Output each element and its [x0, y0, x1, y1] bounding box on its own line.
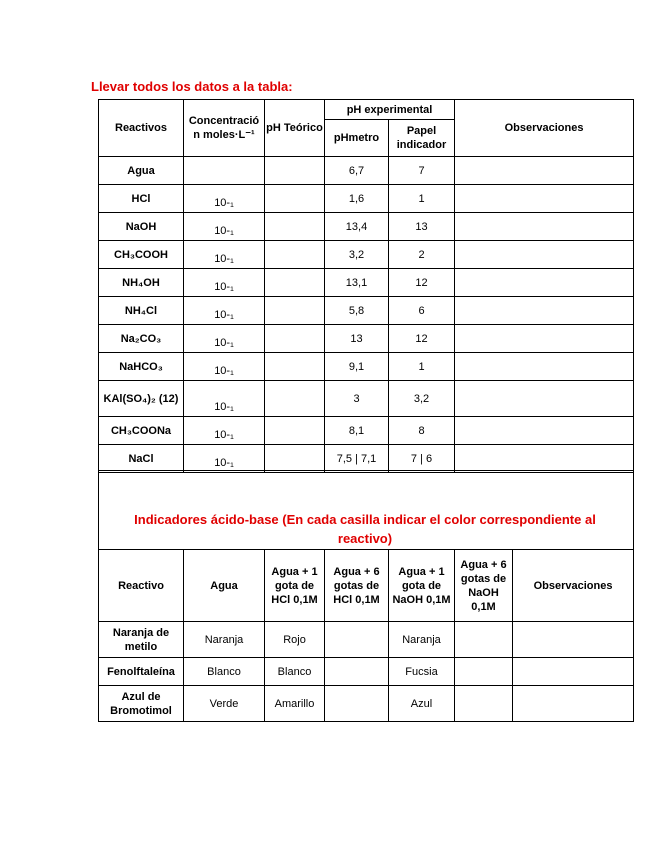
cell-observaciones: [455, 157, 634, 185]
cell-naoh-6: [455, 622, 513, 658]
indicators-title: Indicadores ácido-base (En cada casilla indicar el color correspondiente al reactivo): [134, 512, 596, 546]
cell-papel: 12: [389, 269, 455, 297]
header-agua: Agua: [184, 550, 265, 622]
header-observaciones-2: Observaciones: [513, 550, 634, 622]
cell-papel: 1: [389, 185, 455, 213]
cell-reactivo: NaHCO₃: [99, 353, 184, 381]
cell-phmetro: 5,8: [325, 297, 389, 325]
header-papel-indicador: Papel indicador: [389, 120, 455, 157]
cell-papel: 7 | 6: [389, 445, 455, 473]
cell-reactivo: Fenolftaleína: [99, 658, 184, 686]
header-ph-experimental: pH experimental: [325, 100, 455, 120]
cell-agua: Verde: [184, 686, 265, 722]
header-naoh-1: Agua + 1 gota de NaOH 0,1M: [389, 550, 455, 622]
header-concentracion: Concentració n moles·L⁻¹: [184, 100, 265, 157]
cell-agua: Blanco: [184, 658, 265, 686]
cell-observaciones: [455, 381, 634, 417]
cell-papel: 12: [389, 325, 455, 353]
table-row: [99, 417, 634, 445]
cell-observaciones: [455, 213, 634, 241]
cell-concentracion: [184, 157, 265, 185]
cell-hcl-6: [325, 686, 389, 722]
cell-naoh-6: [455, 658, 513, 686]
header-phmetro: pHmetro: [325, 120, 389, 157]
cell-reactivo: KAl(SO₄)₂ (12): [99, 381, 184, 417]
header-observaciones: Observaciones: [455, 100, 634, 157]
header-naoh-6: Agua + 6 gotas de NaOH 0,1M: [455, 550, 513, 622]
cell-concentracion: 10-₁: [184, 213, 265, 241]
cell-phmetro: 1,6: [325, 185, 389, 213]
header-reactivos: Reactivos: [99, 100, 184, 157]
cell-observaciones: [455, 325, 634, 353]
cell-naoh-1: Fucsia: [389, 658, 455, 686]
ph-table: [98, 99, 634, 473]
cell-ph-teorico: [265, 185, 325, 213]
cell-ph-teorico: [265, 213, 325, 241]
cell-naoh-6: [455, 686, 513, 722]
cell-reactivo: HCl: [99, 185, 184, 213]
cell-hcl-1: Blanco: [265, 658, 325, 686]
cell-observaciones: [513, 686, 634, 722]
cell-concentracion: 10-₁: [184, 269, 265, 297]
cell-hcl-6: [325, 622, 389, 658]
cell-reactivo: NH₄OH: [99, 269, 184, 297]
cell-ph-teorico: [265, 417, 325, 445]
table-row: [99, 445, 634, 473]
cell-reactivo: NaOH: [99, 213, 184, 241]
cell-observaciones: [513, 622, 634, 658]
cell-observaciones: [455, 445, 634, 473]
cell-hcl-1: Rojo: [265, 622, 325, 658]
cell-hcl-1: Amarillo: [265, 686, 325, 722]
cell-concentracion: 10-₁: [184, 325, 265, 353]
cell-concentracion: 10-₁: [184, 185, 265, 213]
cell-reactivo: Agua: [99, 157, 184, 185]
cell-papel: 2: [389, 241, 455, 269]
cell-reactivo: CH₃COONa: [99, 417, 184, 445]
cell-concentracion: 10-₁: [184, 381, 265, 417]
header-hcl-6: Agua + 6 gotas de HCl 0,1M: [325, 550, 389, 622]
cell-reactivo: Naranja de metilo: [99, 622, 184, 658]
table-row: [99, 297, 634, 325]
cell-ph-teorico: [265, 325, 325, 353]
cell-ph-teorico: [265, 157, 325, 185]
cell-phmetro: 13,1: [325, 269, 389, 297]
cell-papel: 1: [389, 353, 455, 381]
cell-reactivo: CH₃COOH: [99, 241, 184, 269]
cell-papel: 7: [389, 157, 455, 185]
table-row: [99, 185, 634, 213]
page-title: Llevar todos los datos a la tabla:: [91, 79, 293, 94]
table-row: [99, 381, 634, 417]
cell-reactivo: NaCl: [99, 445, 184, 473]
cell-phmetro: 8,1: [325, 417, 389, 445]
cell-naoh-1: Naranja: [389, 622, 455, 658]
cell-observaciones: [455, 269, 634, 297]
cell-ph-teorico: [265, 445, 325, 473]
table-row: [99, 213, 634, 241]
table-row: [99, 686, 634, 722]
cell-observaciones: [455, 185, 634, 213]
cell-ph-teorico: [265, 297, 325, 325]
cell-papel: 3,2: [389, 381, 455, 417]
table-row: [99, 353, 634, 381]
cell-observaciones: [455, 417, 634, 445]
cell-phmetro: 7,5 | 7,1: [325, 445, 389, 473]
cell-reactivo: Azul de Bromotimol: [99, 686, 184, 722]
cell-agua: Naranja: [184, 622, 265, 658]
cell-phmetro: 3: [325, 381, 389, 417]
cell-concentracion: 10-₁: [184, 241, 265, 269]
cell-reactivo: Na₂CO₃: [99, 325, 184, 353]
cell-papel: 6: [389, 297, 455, 325]
cell-phmetro: 6,7: [325, 157, 389, 185]
cell-ph-teorico: [265, 269, 325, 297]
cell-papel: 13: [389, 213, 455, 241]
cell-ph-teorico: [265, 353, 325, 381]
header-ph-teorico: pH Teórico: [265, 100, 325, 157]
cell-concentracion: 10-₁: [184, 353, 265, 381]
header-hcl-1: Agua + 1 gota de HCl 0,1M: [265, 550, 325, 622]
cell-reactivo: NH₄Cl: [99, 297, 184, 325]
cell-concentracion: 10-₁: [184, 297, 265, 325]
cell-ph-teorico: [265, 381, 325, 417]
cell-observaciones: [455, 241, 634, 269]
cell-concentracion: 10-₁: [184, 445, 265, 473]
table-row: [99, 325, 634, 353]
table-row: [99, 157, 634, 185]
cell-hcl-6: [325, 658, 389, 686]
cell-phmetro: 13: [325, 325, 389, 353]
table-row: [99, 241, 634, 269]
cell-papel: 8: [389, 417, 455, 445]
cell-naoh-1: Azul: [389, 686, 455, 722]
cell-observaciones: [455, 297, 634, 325]
header-reactivo: Reactivo: [99, 550, 184, 622]
cell-ph-teorico: [265, 241, 325, 269]
indicator-table: [98, 549, 634, 722]
cell-observaciones: [513, 658, 634, 686]
table-row: [99, 269, 634, 297]
cell-concentracion: 10-₁: [184, 417, 265, 445]
cell-phmetro: 13,4: [325, 213, 389, 241]
cell-phmetro: 3,2: [325, 241, 389, 269]
table-row: [99, 622, 634, 658]
cell-phmetro: 9,1: [325, 353, 389, 381]
table-row: [99, 658, 634, 686]
cell-observaciones: [455, 353, 634, 381]
